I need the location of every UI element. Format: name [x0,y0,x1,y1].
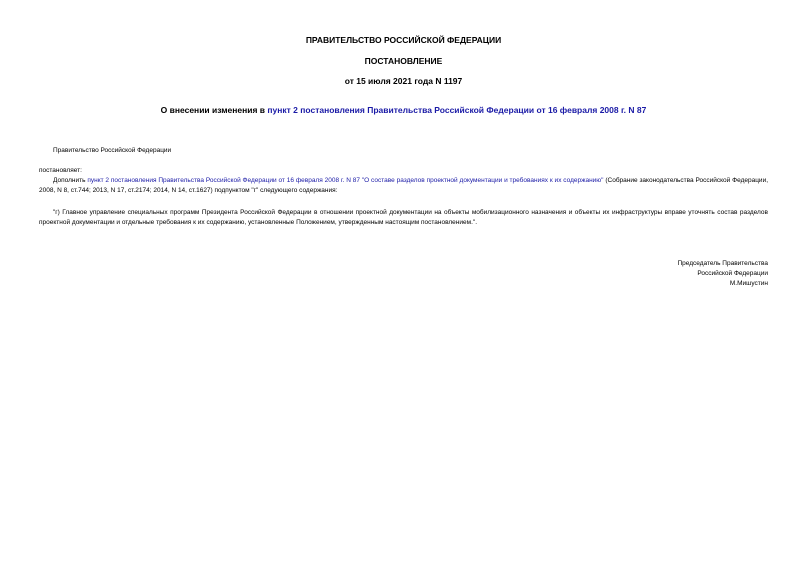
signature-position-line2: Российской Федерации [697,270,768,277]
subject-prefix: О внесении изменения в [160,105,268,115]
quoted-subparagraph: "г) Главное управление специальных программ Президента Российской Федерации в отношении проектной документации на объекты мобилизационного назначения и объекты их инфраструктуры вправе уточнять состав разделов проектной документации и отдельные требования к их содержанию, установленные Положением, утвержденным настоящим постановлением.". [39,209,768,226]
subject-link[interactable]: пункт 2 постановления Правительства Российской Федерации от 16 февраля 2008 г. N 87 [267,105,647,115]
decrees-text: постановляет: [39,167,82,174]
government-heading: ПРАВИТЕЛЬСТВО РОССИЙСКОЙ ФЕДЕРАЦИИ [305,35,502,45]
date-number-heading: от 15 июля 2021 года N 1197 [344,76,463,86]
document-type-heading: ПОСТАНОВЛЕНИЕ [364,56,443,66]
amendment-prefix: Дополнить [53,177,88,184]
amendment-paragraph [39,176,768,196]
signature-position-line1: Председатель Правительства [677,260,768,267]
signature-name: М.Мишустин [729,280,768,287]
amendment-suffix: (Собрание законодательства Российской Федерации, 2008, N 8, ст.744; 2013, N 17, ст.2174; 2014, N 14, ст.1627) подпунктом "г" следующего содержания: [39,177,769,194]
subject-heading [0,105,807,116]
amendment-link[interactable]: пункт 2 постановления Правительства Российской Федерации от 16 февраля 2008 г. N 87 "О составе разделов проектной документации и требованиях к их содержанию" [87,177,604,184]
issuer-text: Правительство Российской Федерации [53,147,172,154]
